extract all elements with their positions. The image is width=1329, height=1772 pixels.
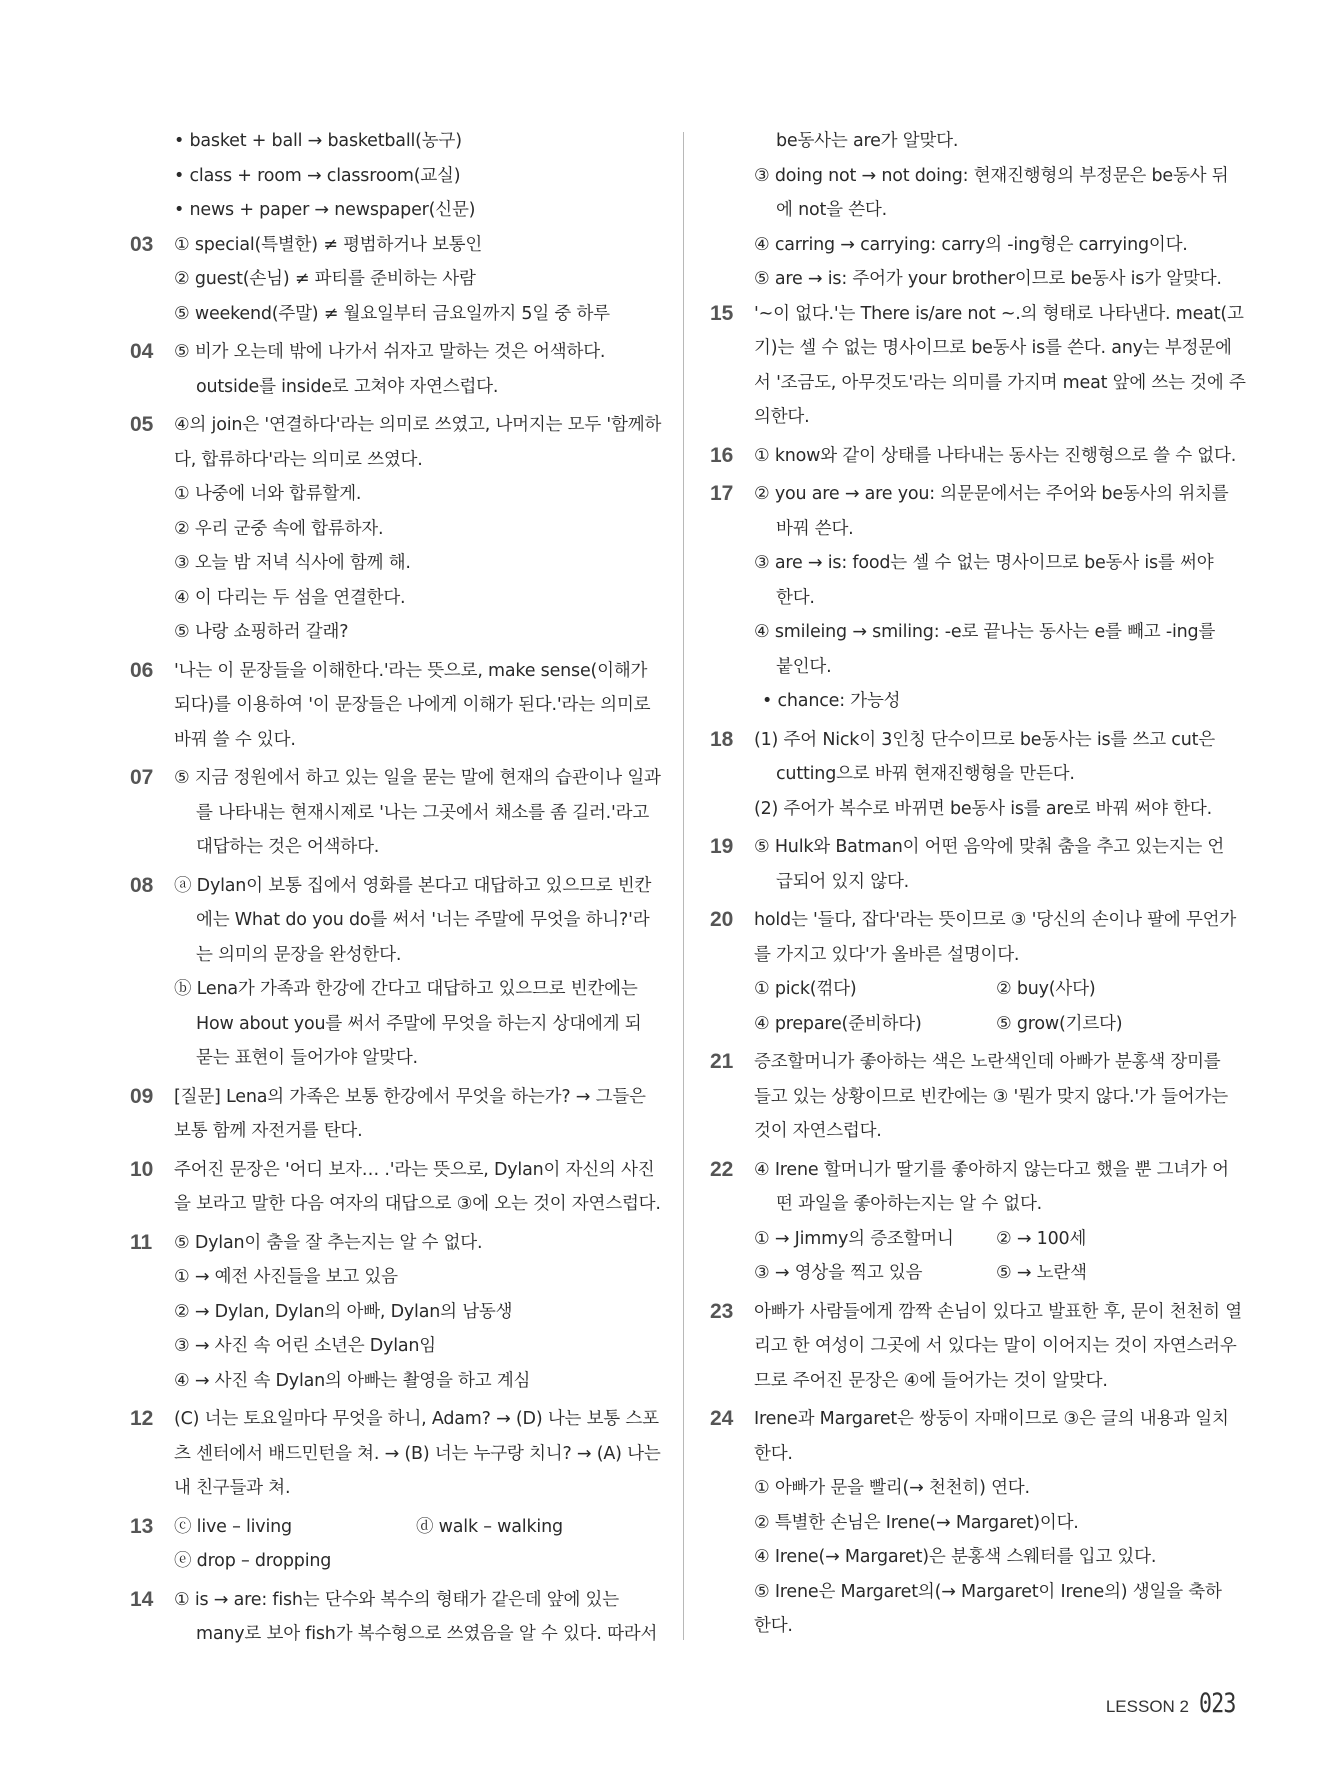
column-divider	[683, 132, 684, 1640]
answer-line: 는 의미의 문장을 완성한다.	[196, 944, 402, 965]
answer-line: ④ Irene(→ Margaret)은 분홍색 스웨터를 입고 있다.	[754, 1547, 1157, 1567]
left-column	[130, 124, 660, 1656]
answer-line: ② guest(손님) ≠ 파티를 준비하는 사람	[174, 269, 476, 289]
question-number: 07	[130, 766, 154, 789]
answer-line: ② → Dylan, Dylan의 아빠, Dylan의 남동생	[174, 1301, 513, 1322]
answer-item-20	[710, 903, 1236, 1041]
answer-line: ④ 이 다리는 두 섬을 연결한다.	[174, 587, 406, 608]
answer-item-09	[130, 1080, 660, 1149]
question-number: 23	[710, 1299, 734, 1323]
answer-line: 의한다.	[754, 407, 810, 427]
answer-line: (C) 너는 토요일마다 무엇을 하니, Adam? → (D) 나는 보통 스포	[174, 1409, 659, 1429]
answer-pair-cell: ⓓ walk – walking	[416, 1516, 563, 1537]
answer-line: ③ → 사진 속 어린 소년은 Dylan임	[174, 1336, 436, 1356]
right-column	[710, 124, 1246, 1648]
option-pair-line	[754, 1256, 1236, 1291]
answer-item-07	[130, 761, 660, 865]
question-number: 11	[130, 1230, 153, 1254]
answer-line: ⑤ are → is: 주어가 your brother이므로 be동사 is가 알맞다.	[754, 269, 1222, 289]
answer-line: 를 가지고 있다'가 올바른 설명이다.	[754, 944, 1020, 965]
answer-item-12	[130, 1402, 660, 1506]
answer-item-14	[130, 1583, 660, 1652]
answer-line: ⑤ weekend(주말) ≠ 월요일부터 금요일까지 5일 중 하루	[174, 303, 610, 324]
answer-line: 대답하는 것은 어색하다.	[196, 837, 380, 857]
question-number: 16	[710, 443, 734, 467]
answer-item-10	[130, 1153, 660, 1222]
answer-line: cutting으로 바꿔 현재진행형을 만든다.	[776, 764, 1075, 784]
answer-line: 되다)를 이용하여 '이 문장들은 나에게 이해가 된다.'라는 의미로	[174, 695, 651, 715]
answer-line: How about you를 써서 주말에 무엇을 하는지 상대에게 되	[196, 1013, 642, 1034]
answer-line: 츠 센터에서 배드민턴을 쳐. → (B) 너는 누구랑 치니? → (A) 나는	[174, 1443, 661, 1464]
answer-line: ④ smileing → smiling: -e로 끝나는 동사는 e를 빼고 -ing를	[754, 622, 1216, 642]
question-number: 20	[710, 908, 734, 931]
answer-line: Irene과 Margaret은 쌍둥이 자매이므로 ③은 글의 내용과 일치	[754, 1409, 1229, 1429]
answer-line: (2) 주어가 복수로 바뀌면 be동사 is를 are로 바꿔 써야 한다.	[754, 798, 1212, 819]
option-cell: ② buy(사다)	[996, 979, 1096, 999]
answer-line: 바꿔 쓴다.	[776, 518, 854, 539]
answer-line: 바꿔 쓸 수 있다.	[174, 729, 296, 750]
answer-line: 에는 What do you do를 써서 '너는 주말에 무엇을 하니?'라	[196, 910, 650, 930]
answer-line: 급되어 있지 않다.	[776, 871, 910, 892]
answer-line: 기)는 셀 수 없는 명사이므로 be동사 is를 쓴다. any는 부정문에	[754, 338, 1232, 358]
answer-line: outside를 inside로 고쳐야 자연스럽다.	[196, 376, 499, 397]
answer-line: ① → 예전 사진들을 보고 있음	[174, 1267, 398, 1287]
answer-line: (1) 주어 Nick이 3인칭 단수이므로 be동사는 is를 쓰고 cut은	[754, 729, 1215, 750]
option-cell: ⑤ → 노란색	[996, 1263, 1087, 1283]
answer-pair-cell: ⓒ live – living	[174, 1516, 292, 1537]
answer-line: ⑤ Hulk와 Batman이 어떤 음악에 맞춰 춤을 추고 있는지는 언	[754, 837, 1225, 857]
answer-line: ③ 오늘 밤 저녁 식사에 함께 해.	[174, 553, 411, 573]
answer-line: 붙인다.	[776, 656, 832, 677]
answer-pair-line	[174, 1510, 660, 1545]
question-number: 21	[710, 1050, 734, 1073]
compound-word-line: • basket + ball → basketball(농구)	[174, 131, 462, 151]
option-cell: ① pick(꺾다)	[754, 979, 857, 999]
answer-item-17	[710, 477, 1236, 719]
option-cell: ① → Jimmy의 증조할머니	[754, 1228, 954, 1249]
answer-line: 주어진 문장은 '어디 보자… .'라는 뜻으로, Dylan이 자신의 사진	[174, 1159, 655, 1180]
question-number: 10	[130, 1157, 154, 1181]
answer-line: 들고 있는 상황이므로 빈칸에는 ③ '뭔가 맞지 않다.'가 들어가는	[754, 1086, 1228, 1107]
answer-line: 아빠가 사람들에게 깜짝 손님이 있다고 발표한 후, 문이 천천히 열	[754, 1301, 1242, 1322]
answer-line: ④의 join은 '연결하다'라는 의미로 쓰였고, 나머지는 모두 '함께하	[174, 415, 662, 435]
answer-line: 것이 자연스럽다.	[754, 1121, 882, 1141]
answer-item-03	[130, 228, 660, 332]
left-continuation	[130, 124, 660, 228]
answer-line: hold는 '들다, 잡다'라는 뜻이므로 ③ '당신의 손이나 팔에 무언가	[754, 910, 1237, 930]
answer-line: ④ carring → carrying: carry의 -ing형은 carrying이다.	[754, 234, 1188, 255]
lesson-label: LESSON 2	[1105, 1697, 1189, 1716]
question-number: 22	[710, 1157, 734, 1181]
question-number: 09	[130, 1084, 154, 1108]
answer-line: ⑤ Dylan이 춤을 잘 추는지는 알 수 없다.	[174, 1232, 483, 1253]
answer-line: ② 특별한 손님은 Irene(→ Margaret)이다.	[754, 1512, 1079, 1533]
answer-line: [질문] Lena의 가족은 보통 한강에서 무엇을 하는가? → 그들은	[174, 1086, 646, 1107]
option-cell: ③ → 영상을 찍고 있음	[754, 1263, 923, 1283]
answer-item-22	[710, 1153, 1236, 1291]
answer-line: 증조할머니가 좋아하는 색은 노란색인데 아빠가 분홍색 장미를	[754, 1052, 1221, 1072]
answer-item-21	[710, 1045, 1236, 1149]
answer-line: 므로 주어진 문장은 ④에 들어가는 것이 알맞다.	[754, 1370, 1108, 1391]
answer-line: 보통 함께 자전거를 탄다.	[174, 1121, 363, 1141]
question-number: 18	[710, 727, 734, 751]
answer-line: 한다.	[776, 587, 815, 608]
compound-word-line: • news + paper → newspaper(신문)	[174, 200, 476, 220]
question-number: 15	[710, 301, 734, 325]
option-pair-line	[754, 1007, 1236, 1042]
answer-line: many로 보아 fish가 복수형으로 쓰였음을 알 수 있다. 따라서	[196, 1624, 658, 1644]
page-number: 023	[1199, 1688, 1236, 1719]
answer-line: ④ Irene 할머니가 딸기를 좋아하지 않는다고 했을 뿐 그녀가 어	[754, 1159, 1229, 1180]
question-number: 05	[130, 413, 154, 436]
answer-line: 묻는 표현이 들어가야 알맞다.	[196, 1048, 418, 1068]
question-number: 08	[130, 873, 154, 897]
answer-line: ⓔ drop – dropping	[174, 1551, 332, 1571]
answer-item-24	[710, 1402, 1236, 1644]
answer-line: 한다.	[754, 1616, 793, 1636]
answer-line: 한다.	[754, 1443, 793, 1464]
answer-item-06	[130, 654, 660, 758]
question-number: 17	[710, 482, 734, 505]
question-number: 06	[130, 658, 154, 682]
question-number: 03	[130, 232, 154, 256]
compound-word-line: • class + room → classroom(교실)	[174, 165, 461, 186]
answer-item-19	[710, 830, 1236, 899]
answer-line: ④ → 사진 속 Dylan의 아빠는 촬영을 하고 계심	[174, 1370, 531, 1391]
option-cell: ⑤ grow(기르다)	[996, 1013, 1123, 1034]
answer-line: ① special(특별한) ≠ 평범하거나 보통인	[174, 234, 483, 255]
answer-item-08	[130, 869, 660, 1076]
answer-line: ⑤ 나랑 쇼핑하러 갈래?	[174, 622, 349, 642]
answer-line: 떤 과일을 좋아하는지는 알 수 없다.	[776, 1194, 1043, 1214]
answer-line: 리고 한 여성이 그곳에 서 있다는 말이 이어지는 것이 자연스러우	[754, 1336, 1237, 1356]
answer-line: 내 친구들과 쳐.	[174, 1478, 291, 1498]
option-pair-line	[754, 1222, 1236, 1257]
answer-line: ③ doing not → not doing: 현재진행형의 부정문은 be동사 뒤	[754, 165, 1229, 186]
answer-line: be동사는 are가 알맞다.	[776, 131, 959, 151]
question-number: 13	[130, 1514, 154, 1538]
question-number: 24	[710, 1407, 734, 1430]
question-number: 14	[130, 1587, 154, 1611]
answer-line: 서 '조금도, 아무것도'라는 의미를 가지며 meat 앞에 쓰는 것에 주	[754, 372, 1246, 393]
answer-line: '나는 이 문장들을 이해한다.'라는 뜻으로, make sense(이해가	[174, 660, 648, 681]
question-number: 19	[710, 835, 734, 858]
answer-line: 에 not을 쓴다.	[776, 200, 887, 220]
answer-line: ① is → are: fish는 단수와 복수의 형태가 같은데 앞에 있는	[174, 1589, 619, 1610]
answer-item-05	[130, 408, 660, 650]
answer-item-18	[710, 723, 1236, 827]
answer-line: • chance: 가능성	[762, 691, 901, 711]
option-cell: ② → 100세	[996, 1228, 1087, 1249]
answer-line: ② you are → are you: 의문문에서는 주어와 be동사의 위치를	[754, 484, 1229, 504]
answer-line: ① 아빠가 문을 빨리(→ 천천히) 연다.	[754, 1478, 1030, 1498]
answer-line: 다, 합류하다'라는 의미로 쓰였다.	[174, 449, 423, 470]
page-footer	[1106, 1688, 1243, 1719]
answer-line: ② 우리 군중 속에 합류하자.	[174, 518, 384, 539]
answer-line: ① 나중에 너와 합류할게.	[174, 484, 362, 504]
answer-line: ⑤ 지금 정원에서 하고 있는 일을 묻는 말에 현재의 습관이나 일과	[174, 768, 661, 788]
answer-line: ① know와 같이 상태를 나타내는 동사는 진행형으로 쓸 수 없다.	[754, 445, 1237, 466]
answer-line: ⑤ Irene은 Margaret의(→ Margaret이 Irene의) 생일을 축하	[754, 1581, 1222, 1602]
answer-item-13	[130, 1510, 660, 1579]
answer-item-16	[710, 439, 1236, 474]
option-cell: ④ prepare(준비하다)	[754, 1013, 922, 1034]
answer-line: ③ are → is: food는 셀 수 없는 명사이므로 be동사 is를 써야	[754, 553, 1214, 573]
answer-line: ⓑ Lena가 가족과 한강에 간다고 대답하고 있으므로 빈칸에는	[174, 979, 638, 999]
answer-line: '~이 없다.'는 There is/are not ~.의 형태로 나타낸다. meat(고	[754, 303, 1244, 324]
answer-line: ⑤ 비가 오는데 밖에 나가서 쉬자고 말하는 것은 어색하다.	[174, 342, 606, 362]
answer-item-23	[710, 1295, 1242, 1399]
answer-line: 를 나타내는 현재시제로 '나는 그곳에서 채소를 좀 길러.'라고	[196, 802, 650, 823]
question-number: 12	[130, 1407, 154, 1430]
answer-line: ⓐ Dylan이 보통 집에서 영화를 본다고 대답하고 있으므로 빈칸	[174, 875, 652, 896]
question-number: 04	[130, 340, 154, 363]
answer-line: 을 보라고 말한 다음 여자의 대답으로 ③에 오는 것이 자연스럽다.	[174, 1194, 661, 1214]
right-continuation	[710, 124, 1236, 297]
answer-item-11	[130, 1226, 660, 1399]
answer-item-15	[710, 297, 1246, 435]
answer-item-04	[130, 335, 660, 404]
option-pair-line	[754, 972, 1236, 1007]
